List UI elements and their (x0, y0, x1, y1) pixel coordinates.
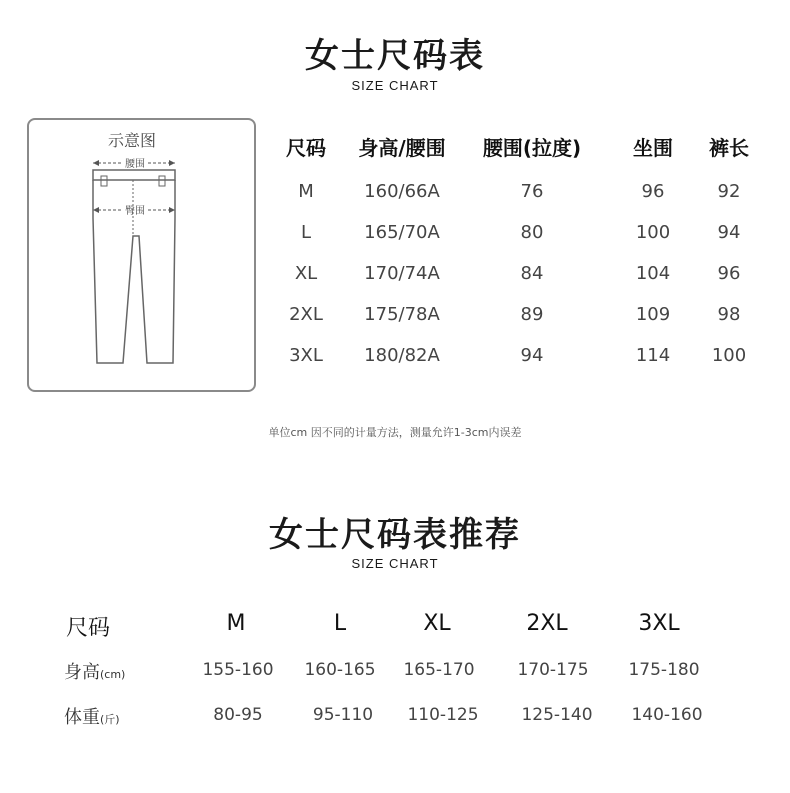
waist-cell: 94 (520, 345, 544, 366)
row-label-height (64, 658, 125, 684)
hip-cell: 96 (641, 181, 665, 202)
waist-cell: 80 (520, 222, 544, 243)
weight-cell: 125-140 (521, 705, 593, 725)
height-waist-cell: 160/66A (364, 181, 440, 202)
height-waist-cell: 180/82A (364, 345, 440, 366)
length-cell: 92 (717, 181, 741, 202)
height-cell: 160-165 (304, 660, 376, 680)
row-header-size: 尺码 (66, 616, 111, 641)
hip-cell: 104 (635, 263, 671, 284)
height-waist-cell: 175/78A (364, 304, 440, 325)
height-unit: (cm) (100, 668, 126, 681)
height-waist-cell: 165/70A (364, 222, 440, 243)
size-chart-title: 女士尺码表 (305, 36, 485, 76)
hip-cell: 114 (635, 345, 671, 366)
length-cell: 100 (711, 345, 747, 366)
weight-label: 体重 (64, 707, 100, 728)
size-cell: M (298, 181, 314, 202)
height-label: 身高 (64, 662, 100, 683)
length-cell: 98 (717, 304, 741, 325)
recommend-chart-subtitle: SIZE CHART (351, 556, 439, 571)
waist-label: 腰围 (125, 159, 145, 170)
weight-cell: 140-160 (631, 705, 703, 725)
size-cell: XL (294, 263, 318, 284)
hip-cell: 100 (635, 222, 671, 243)
weight-unit: (斤) (100, 713, 120, 726)
col-header-size: 尺码 (286, 136, 326, 160)
col-header-length: 裤长 (709, 136, 749, 160)
diagram-label: 示意图 (108, 131, 157, 150)
size-header-xl: XL (423, 611, 451, 636)
height-cell: 170-175 (517, 660, 589, 680)
height-cell: 175-180 (628, 660, 700, 680)
size-header-l: L (333, 611, 347, 636)
measurement-note: 单位cm 因不同的计量方法，测量允许1-3cm内误差 (268, 426, 522, 439)
height-cell: 155-160 (202, 660, 274, 680)
size-header-2xl: 2XL (526, 611, 568, 636)
weight-cell: 95-110 (312, 705, 374, 725)
weight-cell: 80-95 (213, 705, 263, 725)
hip-cell: 109 (635, 304, 671, 325)
col-header-height-waist: 身高/腰围 (358, 136, 446, 160)
size-header-m: M (226, 611, 246, 636)
size-cell: 2XL (289, 304, 323, 325)
length-cell: 96 (717, 263, 741, 284)
height-cell: 165-170 (403, 660, 475, 680)
size-cell: 3XL (289, 345, 323, 366)
waist-cell: 76 (520, 181, 544, 202)
col-header-waist-stretch: 腰围(拉度) (482, 136, 582, 160)
waist-cell: 84 (520, 263, 544, 284)
weight-cell: 110-125 (407, 705, 479, 725)
size-chart-subtitle: SIZE CHART (351, 78, 439, 93)
size-cell: L (300, 222, 312, 243)
recommend-chart-title: 女士尺码表推荐 (269, 515, 521, 555)
col-header-hip: 坐围 (633, 136, 673, 160)
waist-cell: 89 (520, 304, 544, 325)
hip-label: 臀围 (125, 206, 145, 217)
height-waist-cell: 170/74A (364, 263, 440, 284)
row-label-weight (64, 703, 120, 729)
size-header-3xl: 3XL (638, 611, 680, 636)
pants-diagram-icon (27, 118, 256, 392)
length-cell: 94 (717, 222, 741, 243)
